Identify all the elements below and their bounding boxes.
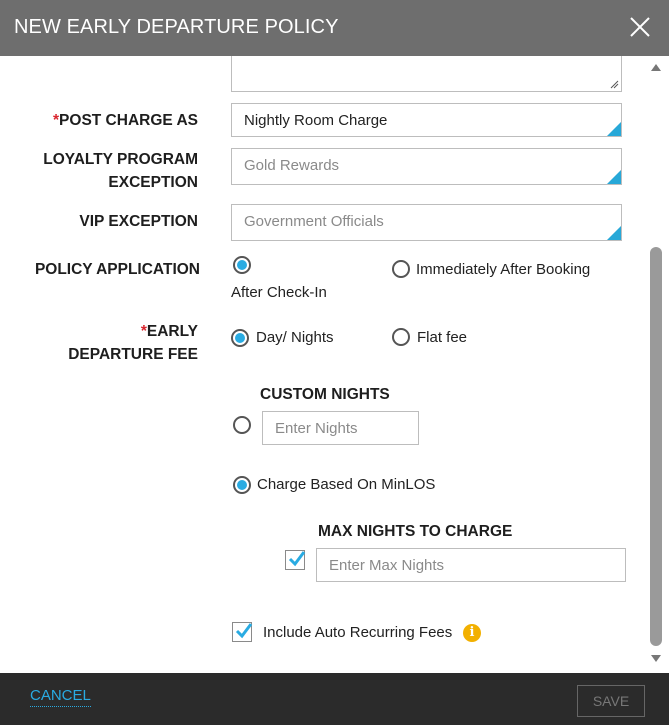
checkmark-icon — [287, 549, 307, 569]
radio-immediately-after-booking[interactable] — [392, 260, 410, 278]
max-nights-heading: MAX NIGHTS TO CHARGE — [318, 523, 513, 540]
option-minlos-label[interactable]: Charge Based On MinLOS — [257, 476, 436, 493]
loyalty-label: LOYALTY PROGRAM EXCEPTION — [43, 151, 198, 191]
max-nights-checkbox[interactable] — [285, 550, 305, 570]
custom-nights-heading: CUSTOM NIGHTS — [260, 386, 390, 403]
option-immediately-label[interactable]: Immediately After Booking — [416, 261, 591, 278]
scrollbar[interactable] — [646, 56, 666, 673]
loyalty-placeholder: Gold Rewards — [244, 157, 340, 174]
vip-placeholder: Government Officials — [244, 213, 384, 230]
close-icon[interactable] — [627, 14, 653, 40]
required-mark: * — [53, 112, 60, 129]
custom-nights-input[interactable] — [262, 411, 419, 445]
max-nights-input[interactable] — [316, 548, 626, 582]
option-after-checkin-label[interactable]: After Check-In — [231, 284, 327, 301]
vip-select[interactable] — [231, 204, 622, 241]
dropdown-corner-icon — [607, 122, 621, 136]
scroll-down-icon[interactable] — [651, 655, 661, 662]
post-charge-select[interactable] — [231, 103, 622, 137]
early-departure-fee-label: *EARLY DEPARTURE FEE — [68, 323, 198, 363]
info-icon[interactable]: i — [463, 624, 481, 642]
cancel-button[interactable]: CANCEL — [30, 687, 91, 707]
custom-nights-placeholder: Enter Nights — [275, 420, 358, 437]
option-flat-fee-label[interactable]: Flat fee — [417, 329, 468, 346]
max-nights-placeholder: Enter Max Nights — [329, 557, 445, 574]
policy-application-label: POLICY APPLICATION — [34, 261, 200, 278]
save-button[interactable]: SAVE — [577, 685, 645, 717]
checkmark-icon — [234, 621, 254, 641]
resize-grip-icon[interactable] — [609, 79, 619, 89]
auto-recurring-checkbox[interactable] — [232, 622, 252, 642]
dialog-header — [0, 0, 669, 56]
required-mark: * — [140, 323, 147, 340]
vip-label: VIP EXCEPTION — [79, 213, 198, 230]
auto-recurring-label[interactable]: Include Auto Recurring Fees — [263, 624, 453, 641]
option-day-nights-label[interactable]: Day/ Nights — [256, 329, 334, 346]
radio-day-nights[interactable] — [231, 329, 249, 347]
dropdown-corner-icon — [607, 226, 621, 240]
radio-after-checkin[interactable] — [233, 256, 251, 274]
post-charge-value: Nightly Room Charge — [244, 112, 388, 129]
dialog-footer — [0, 673, 669, 725]
post-charge-label: *POST CHARGE AS — [53, 112, 198, 129]
loyalty-select[interactable] — [231, 148, 622, 185]
radio-custom-nights[interactable] — [233, 416, 251, 434]
dialog-title: NEW EARLY DEPARTURE POLICY — [14, 16, 339, 38]
radio-flat-fee[interactable] — [392, 328, 410, 346]
scroll-up-icon[interactable] — [651, 64, 661, 71]
dropdown-corner-icon — [607, 170, 621, 184]
scrollbar-thumb[interactable] — [650, 247, 662, 646]
radio-charge-minlos[interactable] — [233, 476, 251, 494]
description-textarea[interactable] — [231, 56, 622, 92]
